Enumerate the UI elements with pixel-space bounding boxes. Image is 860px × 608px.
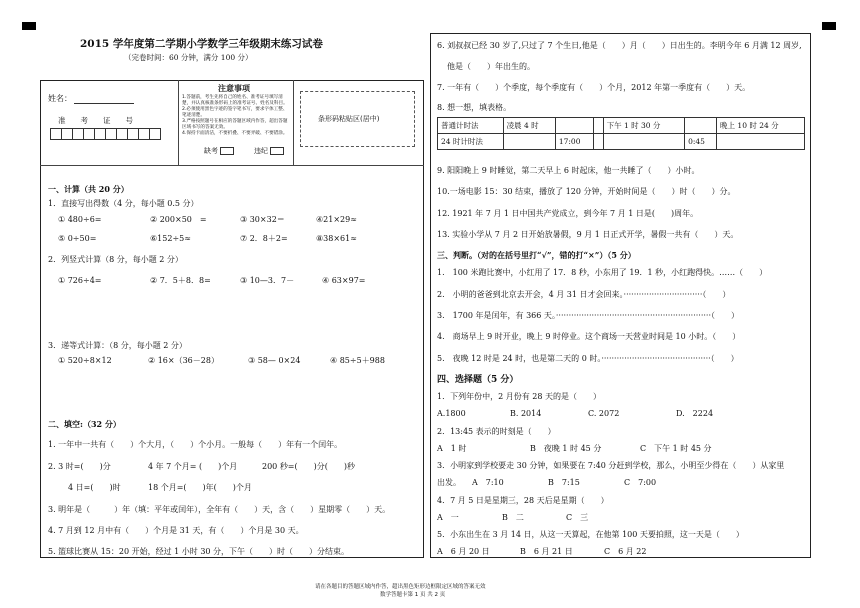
registration-mark-left — [22, 22, 36, 30]
fill-q2d: 4 日=( )时 — [68, 483, 121, 492]
table-cell[interactable] — [555, 118, 593, 134]
fill-q4: 4. 7 月到 12 月中有（ ）个月是 31 天，有（ ）个月是 30 天。 — [48, 526, 304, 535]
choice-option[interactable]: B. 2014 — [510, 409, 542, 418]
registration-mark-right — [822, 22, 836, 30]
table-cell[interactable]: 晚上 10 时 24 分 — [717, 118, 805, 134]
exam-title: 2015 学年度第二学期小学数学三年级期末练习试卷 — [80, 38, 323, 50]
q1-title: 1．直接写出得数（4 分，每小题 0.5 分） — [48, 199, 199, 208]
q2-item: ③ 10—3．7－ — [240, 276, 295, 285]
fill-q10: 10.一场电影 15：30 结束，播放了 120 分钟，开始时间是（ ）时（ ）分。 — [437, 187, 736, 196]
choice-option[interactable]: A 1 时 — [437, 444, 467, 453]
table-cell[interactable] — [603, 134, 685, 150]
q2-title: 2．列竖式计算（8 分，每小题 2 分） — [48, 255, 183, 264]
judge-item: 4. 商场早上 9 时开业，晚上 9 时停业。这个商场一天营业时间是 10 小时。（ ） — [437, 332, 741, 341]
time-conversion-table — [437, 117, 805, 150]
ticket-number-cells[interactable] — [50, 128, 160, 140]
note-item: 1.答题前，考生先将自己的姓名、准考证号填写清楚，并认真核准条形码上的准考证号、姓名及科目。 — [182, 95, 288, 106]
header-divider-v2 — [293, 80, 294, 165]
choice-option[interactable]: A.1800 — [437, 409, 466, 418]
footer-note: 请在各题目的答题区域内作答，超出黑色矩形边框限定区域的答案无效 — [315, 584, 486, 590]
choice-q4: 4．7 月 5 日是星期三，28 天后是星期（ ） — [437, 496, 609, 505]
q2-item: ② 7．5＋8．8= — [150, 276, 211, 285]
note-item: 2.必须使用黑色字迹的签字笔书写，要求字体工整、笔迹清楚。 — [182, 107, 288, 118]
header-divider-v1 — [178, 80, 179, 165]
fill-q8: 8. 想一想，填表格。 — [437, 103, 512, 112]
choice-option[interactable]: B 二 — [502, 513, 524, 522]
section3-title: 三、判断。（对的在括号里打“√”，错的打“×”）（5 分） — [437, 250, 636, 260]
name-field[interactable] — [74, 103, 134, 104]
name-label: 姓名： — [48, 94, 72, 103]
fill-q12: 12. 1921 年 7 月 1 日中国共产党成立，到今年 7 月 1 日是( )周年。 — [437, 209, 699, 218]
choice-option[interactable]: C 下午 1 时 45 分 — [640, 444, 712, 453]
note-item: 4.保持卡面清洁，不要折叠、不要弄破、不要错涂。 — [182, 131, 288, 136]
choice-q3-cont: 出发。 — [437, 478, 461, 487]
table-cell[interactable]: 0:45 — [685, 134, 717, 150]
q1-item: ⑧38×61≈ — [316, 234, 357, 243]
choice-option[interactable]: C 6 月 22 — [604, 547, 647, 556]
q1-item: ⑦ 2．8＋2= — [240, 234, 288, 243]
judge-item: 1. 100 米跑比赛中，小红用了 17．8 秒，小东用了 19．1 秒，小红跑得快。……（ ） — [437, 268, 768, 277]
fill-q2c: 200 秒=( )分( )秒 — [262, 462, 355, 471]
violation-text: 违纪 — [254, 147, 268, 155]
choice-q3: 3．小明家到学校要走 30 分钟，如果要在 7:40 分赶到学校，那么，小明至少得在（ ）从家里 — [437, 461, 785, 470]
q1-item: ④21×29≈ — [316, 215, 357, 224]
q3-title: 3．递等式计算：（8 分，每小题 2 分） — [48, 341, 187, 350]
violation-label — [254, 146, 284, 156]
table-row — [438, 118, 805, 134]
exam-subtitle: （完卷时间：60 分钟，满分 100 分） — [124, 53, 253, 62]
choice-option[interactable]: A 一 — [437, 513, 459, 522]
choice-option[interactable]: A 7:10 — [472, 478, 504, 487]
q1-item: ⑥152÷5≈ — [150, 234, 191, 243]
barcode-label: 条形码粘贴区(居中) — [318, 115, 380, 123]
table-cell: 24 时计时法 — [438, 134, 504, 150]
choice-option[interactable]: B 7:15 — [548, 478, 580, 487]
q1-item: ① 480÷6= — [58, 215, 102, 224]
q3-item: ③ 58— 0×24 — [248, 356, 301, 365]
fill-q1: 1. 一年中一共有（ ）个大月，（ ）个小月。一般每（ ）年有一个闰年。 — [48, 440, 343, 449]
table-row — [438, 134, 805, 150]
table-cell[interactable] — [685, 118, 717, 134]
ticket-number-label: 准 考 证 号 — [58, 116, 133, 125]
notes-title: 注意事项 — [218, 84, 250, 93]
absent-label — [204, 146, 234, 156]
q1-item: ⑤ 0÷50= — [58, 234, 97, 243]
q2-item: ④ 63×97= — [322, 276, 366, 285]
q3-item: ② 16×（36－28） — [148, 356, 219, 365]
judge-item: 3. 1700 年是闰年，有 366 天。·····························································（ ） — [437, 311, 740, 320]
fill-q2e: 18 个月=( )年( )个月 — [148, 483, 252, 492]
choice-option[interactable]: A 6 月 20 日 — [437, 547, 490, 556]
table-cell[interactable]: 17:00 — [555, 134, 593, 150]
fill-q3: 3. 明年是（ ）年（填：平年或闰年），全年有（ ）天，含（ ）星期零（ ）天。 — [48, 505, 391, 514]
fill-q6b: 他是（ ）年出生的。 — [447, 62, 535, 71]
section1-title: 一、计算（共 20 分） — [48, 184, 129, 194]
table-cell[interactable]: 凌晨 4 时 — [503, 118, 555, 134]
table-cell[interactable]: 下午 1 时 30 分 — [603, 118, 685, 134]
choice-q5: 5．小东出生在 3 月 14 日，从这一天算起，在他第 100 天要拍照，这一天是（ ） — [437, 530, 744, 539]
q2-item: ① 726÷4= — [58, 276, 102, 285]
section2-title: 二、填空:（32 分） — [48, 419, 121, 429]
fill-q7: 7. 一年有（ ）个季度，每个季度有（ ）个月，2012 年第一季度有（ ）天。 — [437, 83, 751, 92]
absent-checkbox[interactable] — [220, 147, 234, 155]
page-number: 数学答题卡第 1 页 共 2 页 — [380, 592, 446, 598]
choice-option[interactable]: C 三 — [566, 513, 589, 522]
notes-list — [182, 95, 290, 137]
table-cell[interactable] — [594, 118, 603, 134]
table-cell[interactable] — [594, 134, 603, 150]
violation-checkbox[interactable] — [270, 147, 284, 155]
fill-q9: 9. 阳阳晚上 9 时睡觉，第二天早上 6 时起床，他一共睡了（ ）小时。 — [437, 166, 700, 175]
q3-item: ④ 85÷5＋988 — [330, 356, 385, 365]
fill-q5: 5. 篮球比赛从 15：20 开始，经过 1 小时 30 分，下午（ ）时（ ）分结束。 — [48, 547, 350, 556]
choice-option[interactable]: B 夜晚 1 时 45 分 — [530, 444, 602, 453]
table-cell: 普通计时法 — [438, 118, 504, 134]
choice-option[interactable]: C. 2072 — [588, 409, 620, 418]
choice-q2: 2．13:45 表示的时刻是（ ） — [437, 427, 556, 436]
fill-q2b: 4 年 7 个月= ( )个月 — [148, 462, 238, 471]
section4-title: 四、选择题（5 分） — [437, 375, 519, 385]
q3-item: ① 520÷8×12 — [58, 356, 112, 365]
judge-item: 5. 夜晚 12 时是 24 时，也是第二天的 0 时。···········································（ ） — [437, 354, 739, 363]
q1-item: ③ 30×32＝ — [240, 215, 285, 224]
table-cell[interactable] — [717, 134, 805, 150]
q1-item: ② 200×50 = — [150, 215, 207, 224]
choice-option[interactable]: C 7:00 — [624, 478, 657, 487]
choice-option[interactable]: B 6 月 21 日 — [520, 547, 573, 556]
choice-option[interactable]: D. 2224 — [676, 409, 714, 418]
judge-item: 2. 小明的爸爸到北京去开会，4 月 31 日才会回来。·······························（ ） — [437, 290, 731, 299]
absent-text: 缺考 — [204, 147, 218, 155]
choice-q1: 1．下列年份中，2 月份有 28 天的是（ ） — [437, 392, 601, 401]
fill-q6a: 6. 刘叔叔已经 30 岁了,只过了 7 个生日,他是（ ）月（ ）日出生的。李明今年 6 月满 12 周岁, — [437, 41, 802, 50]
fill-q13: 13. 实验小学从 7 月 2 日开始放暑假，9 月 1 日正式开学，暑假一共有（ ）天。 — [437, 230, 739, 239]
table-cell[interactable] — [503, 134, 555, 150]
header-divider — [40, 165, 424, 166]
note-item: 3.严格按照题号在相应的答题区域内作答，超出答题区域书写的答案无效。 — [182, 119, 288, 130]
fill-q2a: 2. 3 时=( )分 — [48, 462, 111, 471]
